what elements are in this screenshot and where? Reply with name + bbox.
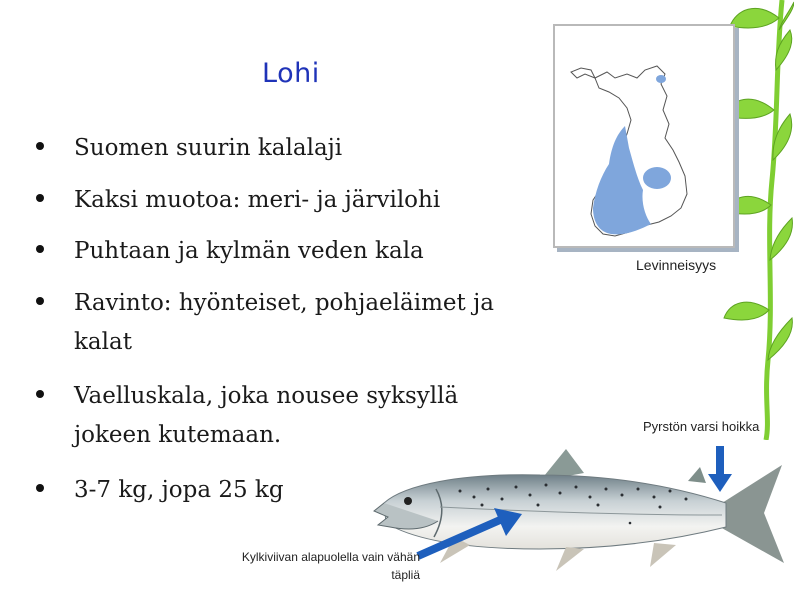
bullet-dot [36,245,44,253]
bullet-dot [36,194,44,202]
bullet-text: Suomen suurin kalalaji [74,135,343,161]
bullet-text: Vaelluskala, joka nousee syksyllä jokeen kutemaan. [74,383,459,448]
bullet-text: Kaksi muotoa: meri- ja järvilohi [74,187,441,213]
bullet-text: Ravinto: hyönteiset, pohjaeläimet ja kalat [74,290,494,355]
distribution-map [553,24,735,248]
bullet-text: Puhtaan ja kylmän veden kala [74,238,424,264]
arrow-up-right-icon [414,506,526,564]
bullet-dot [36,484,44,492]
map-caption: Levinneisyys [636,257,717,273]
lateral-line-caption: Kylkiviivan alapuolella vain vähän täpliä [241,550,420,582]
bullet-dot [36,142,44,150]
bullet-dot [36,390,44,398]
slide-title: Lohi [262,58,320,89]
bullet-dot [36,297,44,305]
bullet-text: 3-7 kg, jopa 25 kg [74,477,284,503]
tail-caption: Pyrstön varsi hoikka [643,419,760,434]
